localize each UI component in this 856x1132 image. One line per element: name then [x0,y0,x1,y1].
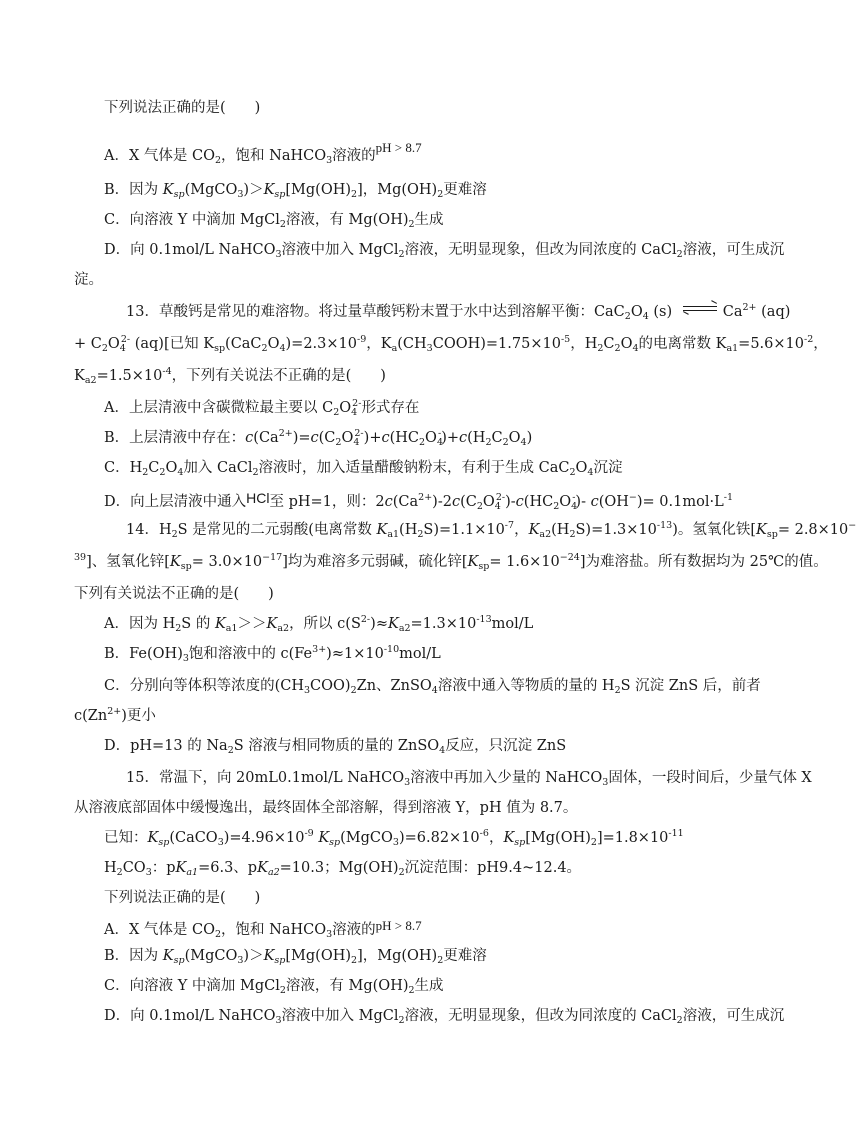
q15-intro: 下列说法正确的是( ) [104,890,261,906]
q14-stem-line1: 14．$H_2S$ 是常见的二元弱酸(电离常数 $K_{a1}(H_2S)=1.1\times 10^{-7}$，$K_{a2}(H_2S)=1.3\times 10^{-13}$)。氢氧化铁[$K_{sp}= 2.8\times 10^-$ [126,520,856,540]
q15-option-d: D．向 0.1mol/L NaHCO$_3$溶液中加入 MgCl$_2$溶液，无明显现象，但改为同浓度的 CaCl$_2$溶液，可生成沉 [104,1008,785,1026]
q14-option-c: C．分别向等体积等浓度的$(CH_3COO)_2Zn$、ZnSO$_4$溶液中通入等物质的量的 $H_2S$ 沉淀 ZnS 后，前者 [104,678,761,696]
q14-option-c-cont: $c(Zn^{2+})$更小 [74,706,156,724]
q13-option-d: D．向上层清液中通入HCl至 pH=1，则：$2c(Ca^{2+})-2c(C_2O_4^{2-})-c(HC_2O_4^-)-$ $c(OH^-)= 0.1mol\cdot L^{-1}$ [104,490,733,512]
q14-stem-line2: $^{39}$]、氢氧化锌$[K_{sp}= 3.0\times 10^{-17}]$均为难溶多元弱碱，硫化锌$[K_{sp}= 1.6\times 10^{-24}]$为难溶盐。所有数据均为 25℃的值。 [74,552,828,572]
equilibrium-arrow-icon [681,303,719,315]
q15-known-ksp: 已知：$K_{sp}(CaCO_3)=4.96\times 10^{-9}$ $K_{sp}(MgCO_3)=6.82\times 10^{-6}$，$K_{sp}[Mg(OH)_2]=1.8\times 10^{-11}$ [104,828,684,848]
q15-stem-line1: 15．常温下，向 20mL0.1mol/L NaHCO$_3$溶液中再加入少量的 NaHCO$_3$固体，一段时间后，少量气体 X [126,770,812,788]
q13-option-c: C．$H_2C_2O_4$加入 CaCl$_2$溶液时，加入适量醋酸钠粉末，有利于生成 $CaC_2O_4$沉淀 [104,460,623,478]
q15-stem-line2: 从溶液底部固体中缓慢逸出，最终固体全部溶解，得到溶液 Y，pH 值为 8.7。 [74,800,578,816]
q14-option-d: D．pH=13 的 $Na_2S$ 溶液与相同物质的量的 ZnSO$_4$反应，只沉淀 ZnS [104,738,567,756]
q13-stem-line3: $K_{a2}=1.5\times 10^{-4}$，下列有关说法不正确的是( ) [74,366,386,386]
q14-option-a: A．因为 $H_2S$ 的 $K_{a1}>>K_{a2}$，所以 $c(S^{2-})\approx K_{a2}=1.3\times 10^{-13}mol/L$ [104,614,534,634]
q13-stem-line1: 13．草酸钙是常见的难溶物。将过量草酸钙粉末置于水中达到溶解平衡：$CaC_2O_4$ (s) $Ca^{2+}$ (aq) [126,302,791,322]
q13-stem-line2: + $C_2O_4^{2-}$ (aq)[已知 $K_{sp}(CaC_2O_4)=2.3\times 10^{-9}$，$K_a(CH_3COOH)=1.75\times 10^{-5}$，$H_2C_2O_4$的电离常数 $K_{a1}=5.6\times 10^{-2}$， [74,334,828,354]
q12-option-d-cont: 淀。 [74,272,103,288]
q14-stem-line3: 下列有关说法不正确的是( ) [74,586,274,602]
q15-known-h2co3: $H_2CO_3$：$pK_{a1}=6.3$、$pK_{a2}=10.3$；$Mg(OH)_2$沉淀范围：pH9.4~12.4。 [104,860,582,878]
q12-option-b: B．因为 $K_{sp}(MgCO_3)>K_{sp}[Mg(OH)_2]$，$Mg(OH)_2$更难溶 [104,182,487,200]
q15-option-a: A．X 气体是 $CO_2$，饱和 NaHCO$_3$溶液的pH > 8.7 [104,918,422,940]
q15-option-c: C．向溶液 Y 中滴加 MgCl$_2$溶液，有 $Mg(OH)_2$生成 [104,978,444,996]
q13-option-a: A．上层清液中含碳微粒最主要以 $C_2O_4^{2-}$形式存在 [104,398,420,418]
q12-option-c: C．向溶液 Y 中滴加 MgCl$_2$溶液，有 $Mg(OH)_2$生成 [104,212,444,230]
q15-option-b: B．因为 $K_{sp}(MgCO_3)>K_{sp}[Mg(OH)_2]$，$Mg(OH)_2$更难溶 [104,948,487,966]
q12-option-a: A．X 气体是 $CO_2$，饱和 NaHCO$_3$溶液的pH > 8.7 [104,140,422,166]
q12-option-d: D．向 0.1mol/L NaHCO$_3$溶液中加入 MgCl$_2$溶液，无明显现象，但改为同浓度的 CaCl$_2$溶液，可生成沉 [104,242,785,260]
q12-intro: 下列说法正确的是( ) [104,100,261,116]
q14-option-b: B．$Fe(OH)_3$饱和溶液中的 $c(Fe^{3+})\approx 1\times 10^{-10}mol/L$ [104,644,441,664]
q13-option-b: B．上层清液中存在：$c(Ca^{2+})=c(C_2O_4^{2-})+c(HC_2O_4^-)+c(H_2C_2O_4)$ [104,428,533,448]
